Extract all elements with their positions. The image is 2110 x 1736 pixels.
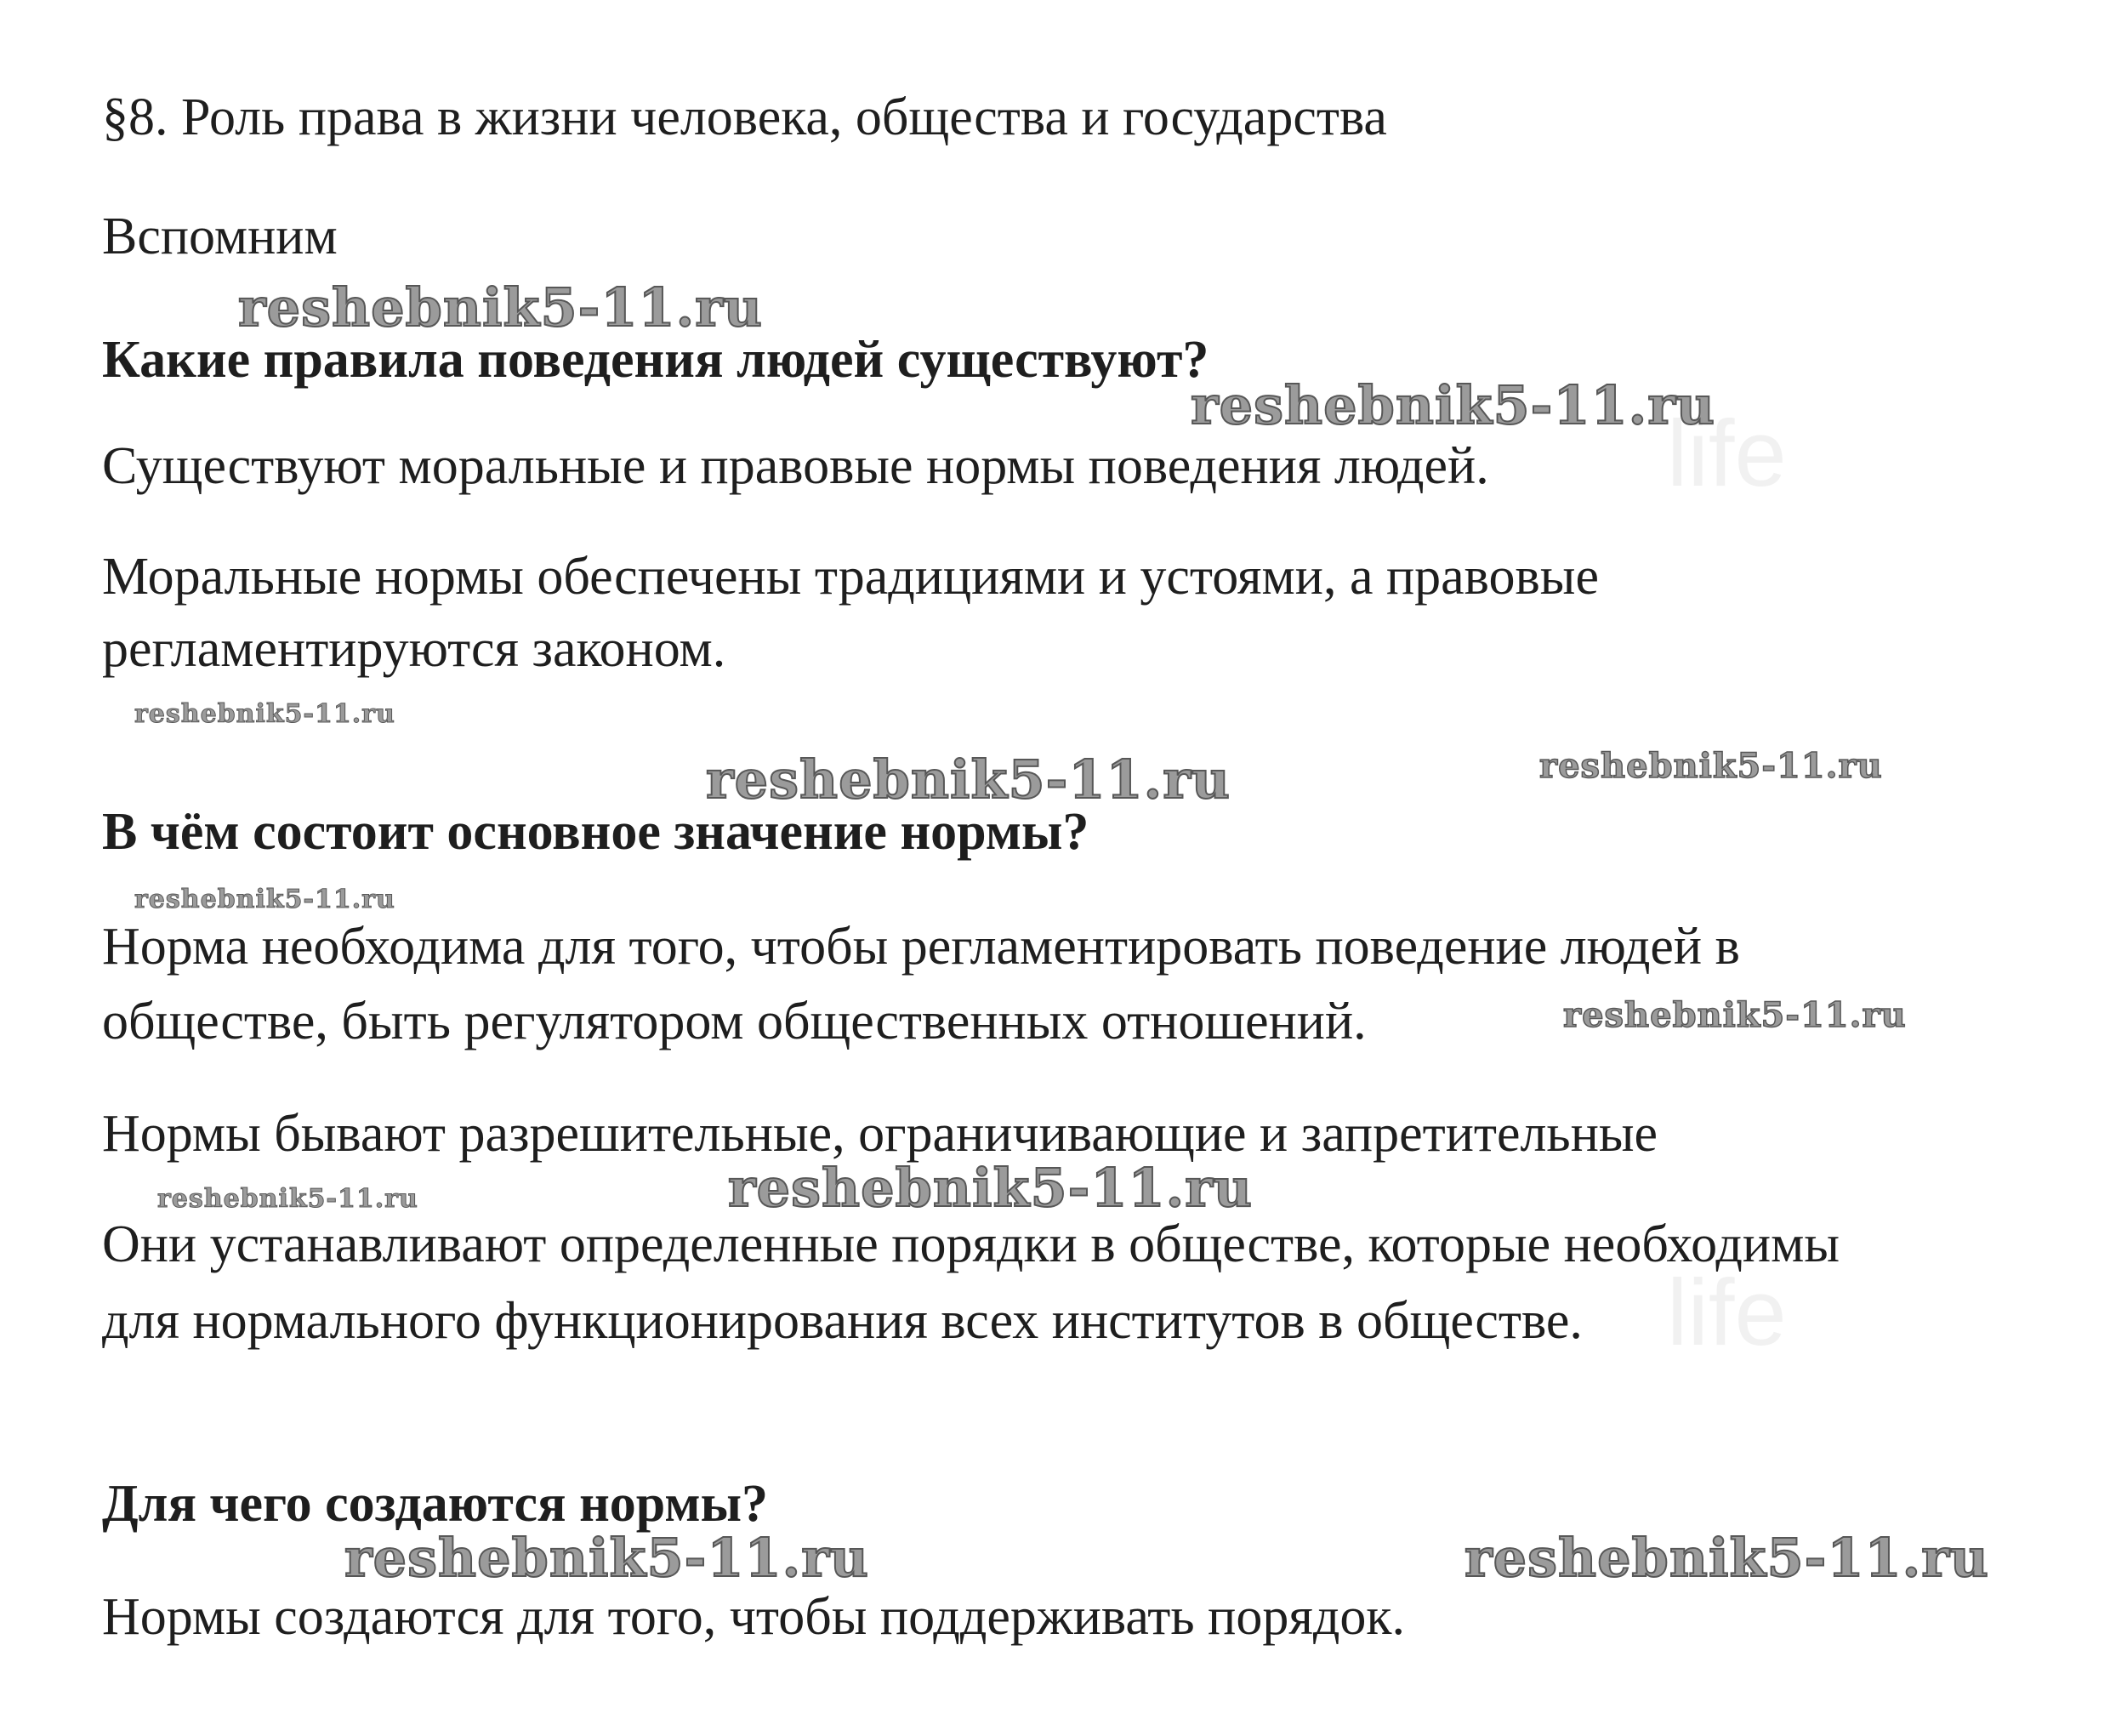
watermark: reshebnik5-11.ru bbox=[706, 748, 1231, 811]
answer-1-line-2: Моральные нормы обеспечены традициями и устоями, а правовые bbox=[102, 548, 1599, 606]
watermark: reshebnik5-11.ru bbox=[344, 1527, 869, 1589]
answer-1-line-3: регламентируются законом. bbox=[102, 620, 726, 678]
answer-2-line-4: Они устанавливают определенные порядки в обществе, которые необходимы bbox=[102, 1215, 1840, 1273]
question-2: В чём состоит основное значение нормы? bbox=[102, 803, 1089, 861]
watermark: reshebnik5-11.ru bbox=[1464, 1527, 1989, 1589]
watermark: reshebnik5-11.ru bbox=[1539, 746, 1883, 786]
background-watermark-fragment: life bbox=[1667, 1261, 1787, 1365]
question-3: Для чего создаются нормы? bbox=[102, 1475, 768, 1533]
answer-1-line-1: Существуют моральные и правовые нормы поведения людей. bbox=[102, 437, 1489, 495]
watermark: reshebnik5-11.ru bbox=[728, 1157, 1253, 1219]
question-1: Какие правила поведения людей существуют? bbox=[102, 331, 1209, 389]
answer-2-line-2: обществе, быть регулятором общественных отношений. bbox=[102, 993, 1367, 1050]
watermark: reshebnik5-11.ru bbox=[157, 1184, 418, 1214]
watermark: reshebnik5-11.ru bbox=[238, 276, 763, 339]
answer-3-line-1: Нормы создаются для того, чтобы поддерживать порядок. bbox=[102, 1588, 1406, 1646]
watermark: reshebnik5-11.ru bbox=[134, 699, 395, 729]
answer-2-line-3: Нормы бывают разрешительные, ограничивающие и запретительные bbox=[102, 1105, 1658, 1163]
answer-2-line-1: Норма необходима для того, чтобы регламентировать поведение людей в bbox=[102, 918, 1740, 976]
watermark: reshebnik5-11.ru bbox=[1563, 995, 1907, 1035]
section-heading: Вспомним bbox=[102, 208, 338, 265]
page-title: §8. Роль права в жизни человека, общества и государства bbox=[102, 88, 1387, 146]
background-watermark-fragment: life bbox=[1667, 401, 1787, 506]
answer-2-line-5: для нормального функционирования всех институтов в обществе. bbox=[102, 1292, 1583, 1350]
watermark: reshebnik5-11.ru bbox=[1191, 374, 1715, 436]
watermark: reshebnik5-11.ru bbox=[134, 885, 395, 914]
